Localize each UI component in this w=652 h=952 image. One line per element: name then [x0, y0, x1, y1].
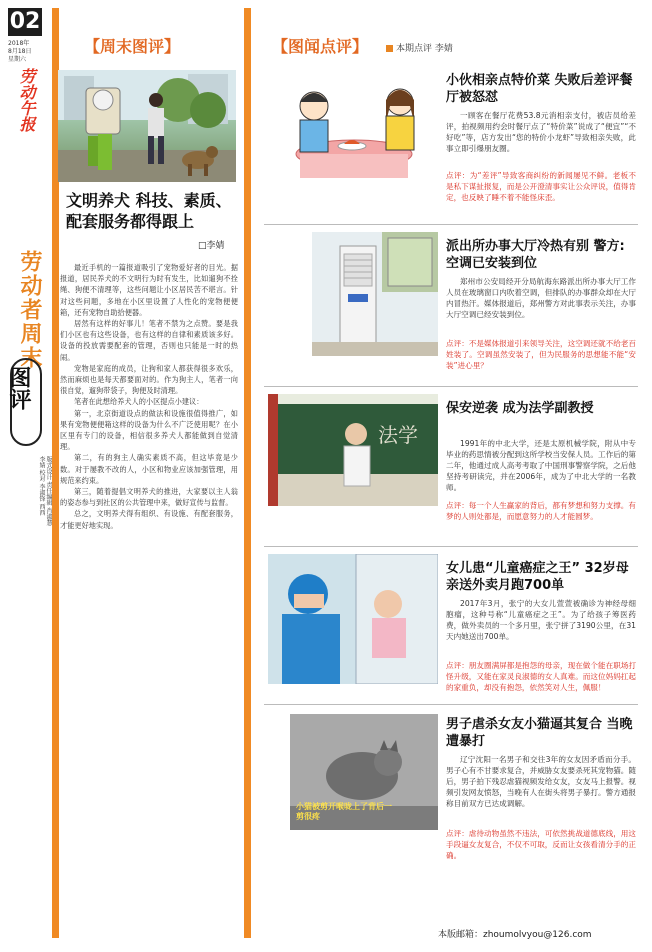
feature-paragraph: 笔者在此想给养犬人的小区提点小建议： [74, 397, 204, 407]
item-5-title: 男子虐杀女友小猫逼其复合 当晚遭暴打 [446, 717, 633, 749]
lecturer-classroom-photo-icon [268, 394, 438, 506]
feature-headline: 文明养犬 科技、素质、配套服务都得跟上 [66, 191, 232, 231]
dinner-date-cartoon-icon [264, 66, 438, 194]
weekend-review-header: 【周末图评】 [84, 37, 181, 56]
item-divider [264, 704, 638, 705]
feature-byline: □李婧 [198, 241, 225, 251]
item-4-photo [268, 554, 438, 684]
left-sidebar [0, 0, 52, 952]
section-subtitle: 图评 [6, 366, 31, 410]
item-5-comment: 点评：虐待动物虽然不违法，可依然挑战道德底线，用这手段逼女友复合，不仅不可取，反而让女孩看清分手的正确。 [446, 829, 636, 860]
feature-paragraph: 第三，随着提倡文明养犬的推进，大家要以主人翁的姿态参与到社区的公共管理中来，做好宣传与监督。 [60, 487, 238, 508]
item-2-photo [312, 232, 438, 356]
feature-paragraph: 第一，北京街道设点的做法和设施很值得推广，如果有宠物便便箱这样的设备为什么不广泛使用呢？在小区里有专门的设备，相信很多养犬人都能做到自觉清理。 [60, 408, 238, 452]
pet-waste-station-illustration [58, 70, 236, 182]
feature-paragraph: 总之，文明养犬得有组织、有设施、有配套服务，才能更好地实现。 [60, 509, 238, 530]
photo-commentary-header: 【图闻点评】 [272, 37, 369, 56]
delivery-mother-photo-icon [268, 554, 438, 684]
item-2-title: 派出所办事大厅冷热有别 警方:空调已安装到位 [446, 239, 625, 271]
commentary-host [386, 41, 453, 54]
svg-text:法学: 法学 [378, 423, 418, 447]
editor-credits: 版式设计 责任编辑 肖淑慧 李婧 校对 李淑锋 西西 [38, 456, 52, 526]
item-divider [264, 546, 638, 547]
item-1-comment: 点评：为“差评”导致客商纠纷的新闻屡见不鲜。老板不是私下谋扯报复，而是公开澄清事实让公众评说，值得肯定，也反映了睡不着不能怪床歪。 [446, 171, 636, 202]
item-5-body: 辽宁沈阳一名男子和交往3年的女友因矛盾而分手。男子心有不甘要求复合，并威胁女友要杀死其宠物猫。随后，男子拍下残忍虐猫视频发给女友，女友马上报警。视频引发网友愤怒，当晚有人在街头将男子暴打。警方通报称目前双方已达成调解。 [446, 755, 636, 808]
item-3-photo [268, 394, 438, 506]
item-3-comment: 点评：每一个人生赢家的背后，都有梦想和努力支撑。有梦的人则处都是，而愿意努力的人才能圆梦。 [446, 501, 636, 521]
item-3-body: 1991年的中北大学，还是太原机械学院，附从中专毕业的药思情被分配到这所学校当安保人员。工作后的第二年，他通过成人高考考取了中国刑事警察学院，之后他坚持考研读完，并在2006年，成为了中北大学的一名教师。 [446, 439, 636, 492]
item-4-comment: 点评：朋友圈满屏都是抱怨的母亲，现在做个能在职场打怪升级，又能在家灵良淑德的女人真难。而这位妈妈扛起的家重负，却没有抱怨，依然笑对人生，佩服！ [446, 661, 636, 692]
square-bullet-icon [386, 45, 393, 52]
item-divider [264, 224, 638, 225]
issue-date [8, 40, 48, 64]
date-year: 2018年 [8, 40, 30, 47]
item-2-body: 郑州市公安局经开分局航海东路派出所办事大厅工作人员在玻璃窗口内吹着空调，但排队的办事群众却在大厅内冒热汗。媒体报道后，郑州警方对此事表示关注，办事大厅空调已经安装到位。 [446, 277, 636, 319]
column-divider-right [244, 8, 251, 938]
item-5-photo-caption: 小猫被剪开喉咙上了背后一剪很疼 [296, 802, 392, 821]
item-4-body: 2017年3月，张宁的大女儿萱萱被确诊为神经母细胞瘤，这种号称“儿童癌症之王”。为了给孩子筹医药费，做外卖员的一个多月里，张宁拼了3190公里，在31天内她送出700单。 [446, 599, 636, 641]
feature-photo [58, 70, 236, 182]
item-1-body: 一顾客在餐厅花费53.8元消相亲支付，被店员给差评，拍视频用约会时餐厅点了“特价菜”说成了“便宜”“不好吃”等，店方发出“您的特价小龙虾”导致相亲失败，此事立即引爆朋友圈。 [446, 111, 636, 153]
newspaper-masthead: 劳动午报 [17, 68, 36, 132]
section-title: 劳动者周末 [17, 250, 42, 370]
item-3-title: 保安逆袭 成为法学副教授 [446, 401, 594, 416]
section-subtitle-box [6, 358, 42, 446]
item-2-comment: 点评：不是媒体报道引来领导关注，这空调还就不给老百姓装了。空调虽然安装了，但为民服务的思想能不能“安装”进心里？ [446, 339, 636, 370]
item-divider [264, 386, 638, 387]
feature-paragraph: 最近手机的一篇报道吸引了宠物爱好者的目光。据报道，居民养犬的不文明行为时有发生，比如遛狗不拴绳、狗便不清理等，这些问题让小区居民苦不堪言。针对这些问题，多地在小区里设置了人性化的宠物便便箱，还有宠物自助拾便器。 [60, 263, 238, 317]
feature-paragraph: 宠物是家庭的成员，让狗和家人都获得很多欢乐，然而麻烦也是每天都要面对的。作为狗主人，笔者一向很自觉，遛狗带袋子，狗便及时清理。 [60, 363, 238, 396]
feature-paragraph: 第二，有的狗主人确实素质不高，但这毕竟是少数。对于屡教不改的人，小区和物业应该加强管理，用规范来约束。 [60, 453, 238, 485]
air-conditioner-photo-icon [312, 232, 438, 356]
feature-body [60, 262, 238, 892]
item-1-title: 小伙相亲点特价菜 失败后差评餐厅被怒怼 [446, 73, 633, 105]
editorial-email: 本版邮箱：zhoumolvyou@126.com [438, 930, 592, 940]
item-1-cartoon [264, 66, 438, 194]
host-label: 本期点评 李婧 [396, 44, 453, 54]
feature-paragraph: 居然有这样的好事儿！笔者不禁为之点赞。要是我们小区也有这些设备，也有这样的自律和素质该多好。设备的投放需要配套的管理，否则也只能是一时的热闹。 [60, 319, 238, 362]
item-4-title: 女儿患“儿童癌症之王” 32岁母亲送外卖月跑700单 [446, 561, 629, 593]
date-weekday: 星期六 [8, 56, 27, 63]
date-day: 8月18日 [8, 48, 32, 55]
page-number: 02 [9, 9, 41, 34]
item-5-photo [290, 714, 438, 830]
